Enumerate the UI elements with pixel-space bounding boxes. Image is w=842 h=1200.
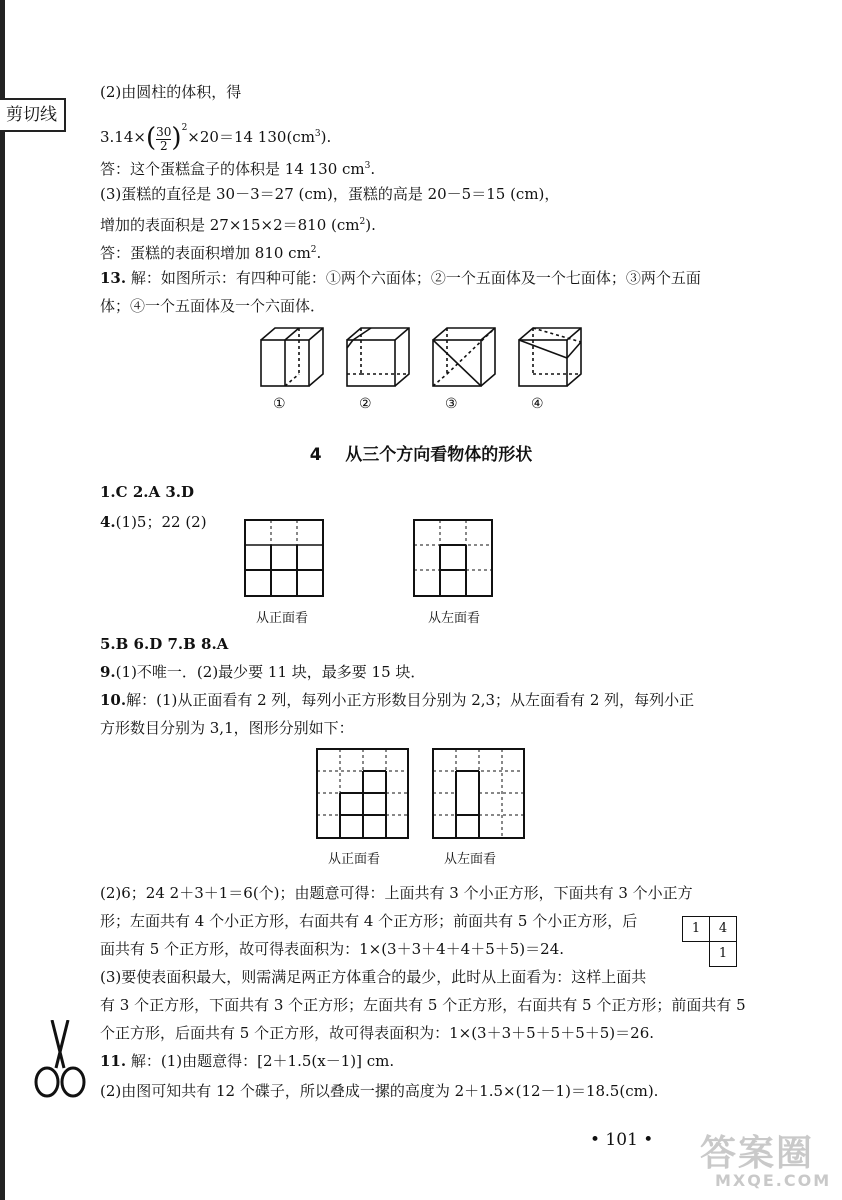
front-view-caption-2: 从正面看 bbox=[328, 852, 381, 867]
text-line: (2)由圆柱的体积，得 bbox=[100, 83, 242, 101]
right-paren: ) bbox=[171, 123, 182, 153]
page-number: • 101 • bbox=[590, 1130, 654, 1150]
section-title bbox=[0, 440, 842, 465]
fraction-denominator: 2 bbox=[159, 139, 168, 153]
left-view-grid-2 bbox=[432, 748, 526, 840]
answer-text-end: . bbox=[370, 160, 376, 178]
top-view-cell: 4 bbox=[709, 916, 737, 942]
top-view-cell: 1 bbox=[709, 941, 737, 967]
question-text: 解：(1)从正面看有 2 列，每列小正方形数目分别为 2,3；从左面看有 2 列，每列小正 bbox=[126, 691, 695, 709]
text-line bbox=[100, 512, 207, 532]
front-view-grid bbox=[244, 519, 326, 599]
watermark-logo: 答案圈 bbox=[700, 1133, 815, 1174]
text-line bbox=[100, 268, 701, 288]
top-view-cell: 1 bbox=[682, 916, 710, 942]
formula-part: 3.14× bbox=[100, 128, 146, 146]
left-view-caption: 从左面看 bbox=[428, 611, 481, 626]
left-view-grid bbox=[413, 519, 495, 599]
section-heading: 从三个方向看物体的形状 bbox=[345, 445, 533, 465]
formula-line bbox=[100, 118, 332, 153]
watermark-url: MXQE.COM bbox=[715, 1171, 832, 1190]
text-line bbox=[100, 1051, 394, 1071]
text-line: (2)由图可知共有 12 个碟子，所以叠成一摞的高度为 2＋1.5×(12－1)＝18.5(cm). bbox=[100, 1082, 659, 1100]
answers-5-8: 5.B 6.D 7.B 8.A bbox=[100, 635, 229, 653]
front-view-caption: 从正面看 bbox=[256, 611, 309, 626]
text-line: (3)蛋糕的直径是 30－3＝27 (cm)，蛋糕的高是 20－5＝15 (cm)， bbox=[100, 185, 560, 203]
watermark bbox=[700, 1125, 832, 1190]
text-line bbox=[100, 690, 694, 710]
formula-part: ×20＝14 130(cm bbox=[187, 128, 315, 146]
text-line: 方形数目分别为 3,1，图形分别如下： bbox=[100, 719, 354, 737]
question-number: 9. bbox=[100, 663, 116, 681]
answer-text: 增加的表面积是 27×15×2＝810 (cm bbox=[100, 216, 360, 234]
left-view-caption-2: 从左面看 bbox=[444, 852, 497, 867]
cube-label-4: ④ bbox=[531, 396, 544, 412]
section-number: 4 bbox=[309, 445, 322, 465]
text-line: 体；④一个五面体及一个六面体． bbox=[100, 297, 326, 315]
text-line bbox=[100, 156, 375, 179]
text-line bbox=[100, 662, 425, 682]
text-line: 有 3 个正方形，下面共有 3 个正方形；左面共有 5 个正方形，右面共有 5 个正方形；前面共有 5 bbox=[100, 996, 746, 1014]
unit-exponent: 3 bbox=[314, 129, 321, 139]
text-line bbox=[100, 240, 321, 263]
scissors-icon bbox=[30, 1020, 90, 1100]
answer-text-end: . bbox=[316, 244, 322, 262]
cube-1-diagram bbox=[261, 328, 323, 386]
answer-text: 答：这个蛋糕盒子的体积是 14 130 cm bbox=[100, 160, 365, 178]
unit-exponent: 2 bbox=[310, 245, 317, 255]
text-line: 个正方形，后面共有 5 个正方形，故可得表面积为：1×(3＋3＋5＋5＋5＋5)＝26. bbox=[100, 1024, 655, 1042]
cube-label-1: ① bbox=[273, 396, 286, 412]
fraction bbox=[156, 126, 171, 153]
answers-1-3: 1.C 2.A 3.D bbox=[100, 483, 195, 501]
cube-label-2: ② bbox=[359, 396, 372, 412]
question-text: 解：(1)由题意得：[2＋1.5(x－1)] cm. bbox=[126, 1052, 395, 1070]
fraction-numerator: 30 bbox=[156, 125, 172, 139]
cube-cut-diagrams bbox=[255, 322, 595, 417]
question-number: 11. bbox=[100, 1052, 127, 1070]
unit-exponent: 2 bbox=[359, 217, 366, 227]
left-paren: ( bbox=[145, 123, 157, 153]
formula-part: ). bbox=[320, 128, 332, 146]
answer-text: 答：蛋糕的表面积增加 810 cm bbox=[100, 244, 311, 262]
text-line: 形；左面共有 4 个小正方形，右面共有 4 个正方形；前面共有 5 个小正方形，后 bbox=[100, 912, 638, 930]
text-line: 面共有 5 个正方形，故可得表面积为：1×(3＋3＋4＋4＋5＋5)＝24. bbox=[100, 940, 565, 958]
cube-label-3: ③ bbox=[445, 396, 458, 412]
question-text: 解：如图所示：有四种可能：①两个六面体；②一个五面体及一个七面体；③两个五面 bbox=[126, 269, 701, 287]
question-text: (1)不唯一．(2)最少要 11 块，最多要 15 块． bbox=[115, 663, 426, 681]
unit-exponent: 3 bbox=[364, 161, 371, 171]
question-number: 4. bbox=[100, 513, 116, 531]
text-line: (2)6；24 2＋3＋1＝6(个)；由题意可得：上面共有 3 个小正方形，下面共有 3 个小正方 bbox=[100, 884, 693, 902]
exponent: 2 bbox=[181, 123, 188, 133]
answer-text-end: ). bbox=[365, 216, 376, 234]
cube-2-diagram bbox=[347, 328, 409, 386]
text-line: (3)要使表面积最大，则需满足两正方体重合的最少，此时从上面看为：这样上面共 bbox=[100, 968, 647, 986]
cut-line-label: 剪切线 bbox=[0, 98, 66, 132]
cube-4-diagram bbox=[519, 328, 581, 386]
question-number: 10. bbox=[100, 691, 127, 709]
cube-3-diagram bbox=[433, 328, 495, 386]
question-number: 13. bbox=[100, 269, 127, 287]
cut-line-strip bbox=[0, 0, 5, 1200]
front-view-grid-2 bbox=[316, 748, 410, 840]
text-line bbox=[100, 212, 376, 235]
question-text: (1)5；22 (2) bbox=[115, 513, 207, 531]
